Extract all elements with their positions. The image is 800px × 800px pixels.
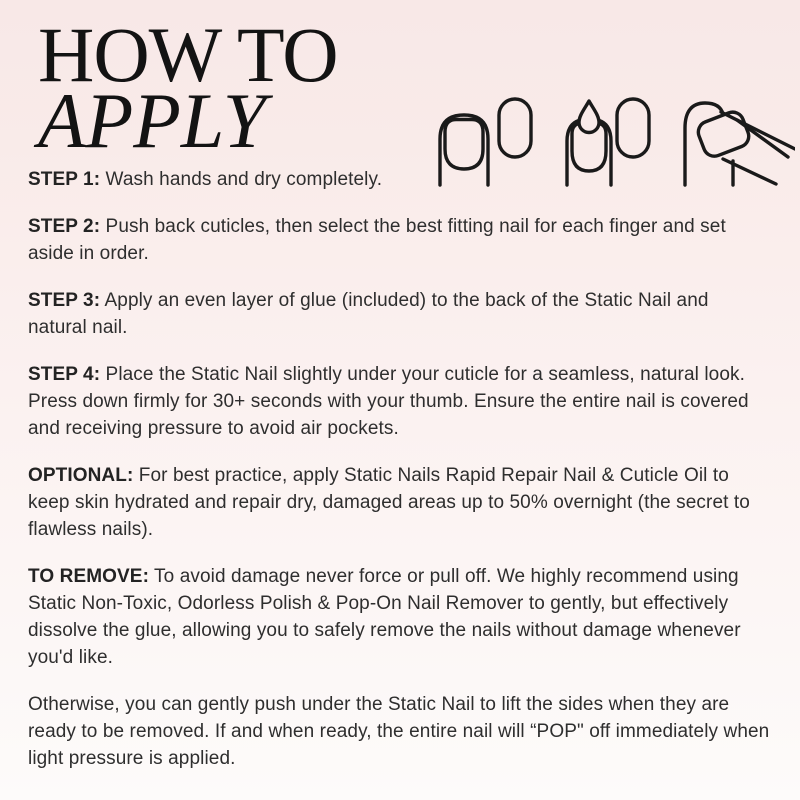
- optional-label: OPTIONAL:: [28, 465, 134, 486]
- nail-application-icons: [435, 88, 795, 200]
- instruction-step-4: [28, 361, 772, 442]
- instructions: [28, 166, 772, 772]
- instruction-otherwise: [28, 691, 772, 772]
- to-remove-text: To avoid damage never force or pull off. We highly recommend using Static Non-Toxic, Odorless Polish & Pop-On Nail Remover to gently, but effectively dissolve the glue, allowing you to safely remove the nails without damage whenever you'd like.: [28, 566, 741, 668]
- to-remove-label: TO REMOVE:: [28, 566, 149, 587]
- step-4-text: Place the Static Nail slightly under your cuticle for a seamless, natural look. Press down firmly for 30+ seconds with your thumb. Ensure the entire nail is covered and receiving pressure to avoid air pockets.: [28, 364, 749, 439]
- thumb-pressing-nail-icon: [685, 103, 795, 185]
- step-3-label: STEP 3:: [28, 290, 101, 311]
- instruction-step-3: [28, 287, 772, 341]
- step-4-label: STEP 4:: [28, 364, 101, 385]
- glue-drop-on-nail-icon: [567, 101, 611, 185]
- instruction-to-remove: [28, 563, 772, 671]
- step-2-label: STEP 2:: [28, 216, 101, 237]
- step-1-label: STEP 1:: [28, 169, 101, 190]
- finger-with-nail-icon: [440, 115, 488, 185]
- instruction-step-2: [28, 213, 772, 267]
- title-line-1: HOW TO: [38, 11, 338, 98]
- optional-text: For best practice, apply Static Nails Rapid Repair Nail & Cuticle Oil to keep skin hydrated and repair dry, damaged areas up to 50% overnight (the secret to flawless nails).: [28, 465, 750, 540]
- press-on-nail-icon: [499, 99, 531, 157]
- step-1-text: Wash hands and dry completely.: [105, 169, 383, 190]
- step-2-text: Push back cuticles, then select the best fitting nail for each finger and set aside in order.: [28, 216, 726, 264]
- press-on-nail-icon: [617, 99, 649, 157]
- otherwise-text: Otherwise, you can gently push under the Static Nail to lift the sides when they are ready to be removed. If and when ready, the entire nail will “POP" off immediately when light pressure is applied.: [28, 694, 770, 769]
- step-3-text: Apply an even layer of glue (included) to the back of the Static Nail and natural nail.: [28, 290, 709, 338]
- title-line-2: APPLY: [38, 77, 267, 164]
- instruction-optional: [28, 462, 772, 543]
